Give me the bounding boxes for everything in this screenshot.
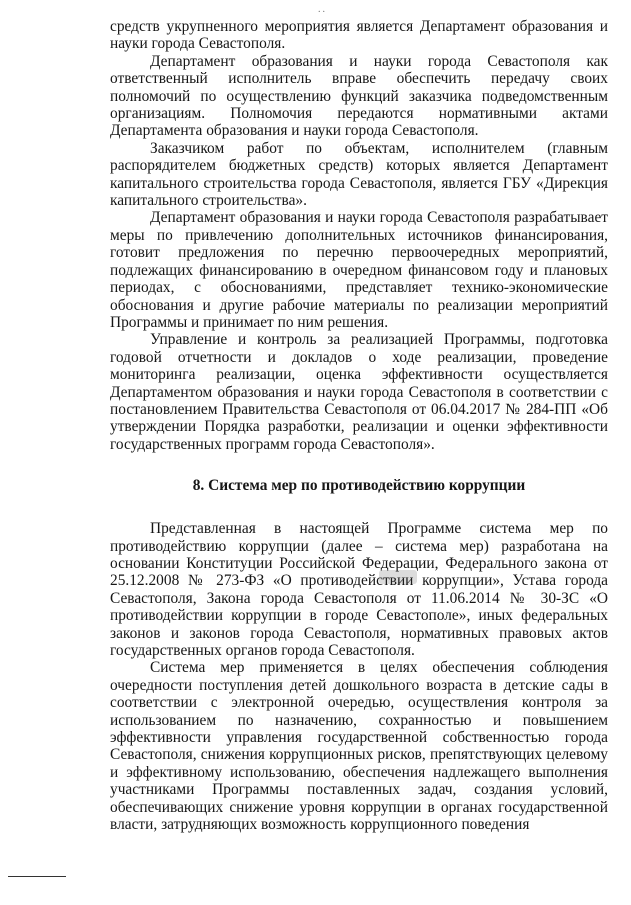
page-top-mark: .. [318,4,327,15]
paragraph-customer: Заказчиком работ по объектам, исполнителем (главным распорядителем бюджетных средств) которых является Департамент капитального строительства города Севастополя, является ГБУ «Дирекция капитального строительства». [110,139,608,210]
paragraph-anticorruption-goals: Система мер применяется в целях обеспечения соблюдения очередности поступления детей дошкольного возраста в детские сады в соответствии с электронной очередью, осуществления контроля за использованием по назначению, сохранностью и повышением эффективности управления государственной собственностью города Севастополя, снижения коррупционных рисков, препятствующих целевому и эффективному использованию, обеспечения надлежащего выполнения участниками Программы поставленных задач, создания условий, обеспечивающих снижение уровня коррупции в органах государственной власти, затрудняющих возможность коррупционного поведения [110,659,608,834]
ink-blot [379,570,417,584]
paragraph-control: Управление и контроль за реализацией Программы, подготовка годовой отчетности и докладов о ходе реализации, проведение мониторинга реализации, оценка эффективности осуществляется Департаментом образования и науки города Севастополя в соответствии с постановлением Правительства Севастополя от 06.04.2017 № 284-ПП «Об утверждении Порядка разработки, реализации и оценки эффективности государственных программ города Севастополя». [110,331,608,453]
paragraph-delegation: Департамент образования и науки города Севастополя как ответственный исполнитель вправе обеспечить передачу своих полномочий по осуществлению функций заказчика подведомственным организациям. Полномочия передаются нормативными актами Департамента образования и науки города Севастополя. [110,52,608,140]
paragraph-continuation: средств укрупненного мероприятия является Департамент образования и науки города Севастополя. [110,18,608,53]
document-page [110,18,608,833]
footnote-rule [8,876,66,877]
paragraph-anticorruption-basis: Представленная в настоящей Программе система мер по противодействию коррупции (далее – система мер) разработана на основании Конституции Российской Федерации, Федерального закона от 25.12.2008 № 273-ФЗ «О противодействии коррупции», Устава города Севастополя, Закона города Севастополя от 11.06.2014 № 30-ЗС «О противодействии коррупции в городе Севастополе», иных федеральных законов и законов города Севастополя, нормативных правовых актов государственных органов города Севастополя. [110,520,608,659]
paragraph-financing: Департамент образования и науки города Севастополя разрабатывает меры по привлечению дополнительных источников финансирования, готовит предложения по перечню первоочередных мероприятий, подлежащих финансированию в очередном финансовом году и плановых периодах, с обоснованиями, представляет технико-экономические обоснования и другие рабочие материалы по реализации мероприятий Программы и принимает по ним решения. [110,209,608,331]
section-heading: 8. Система мер по противодействию коррупции [192,477,526,495]
